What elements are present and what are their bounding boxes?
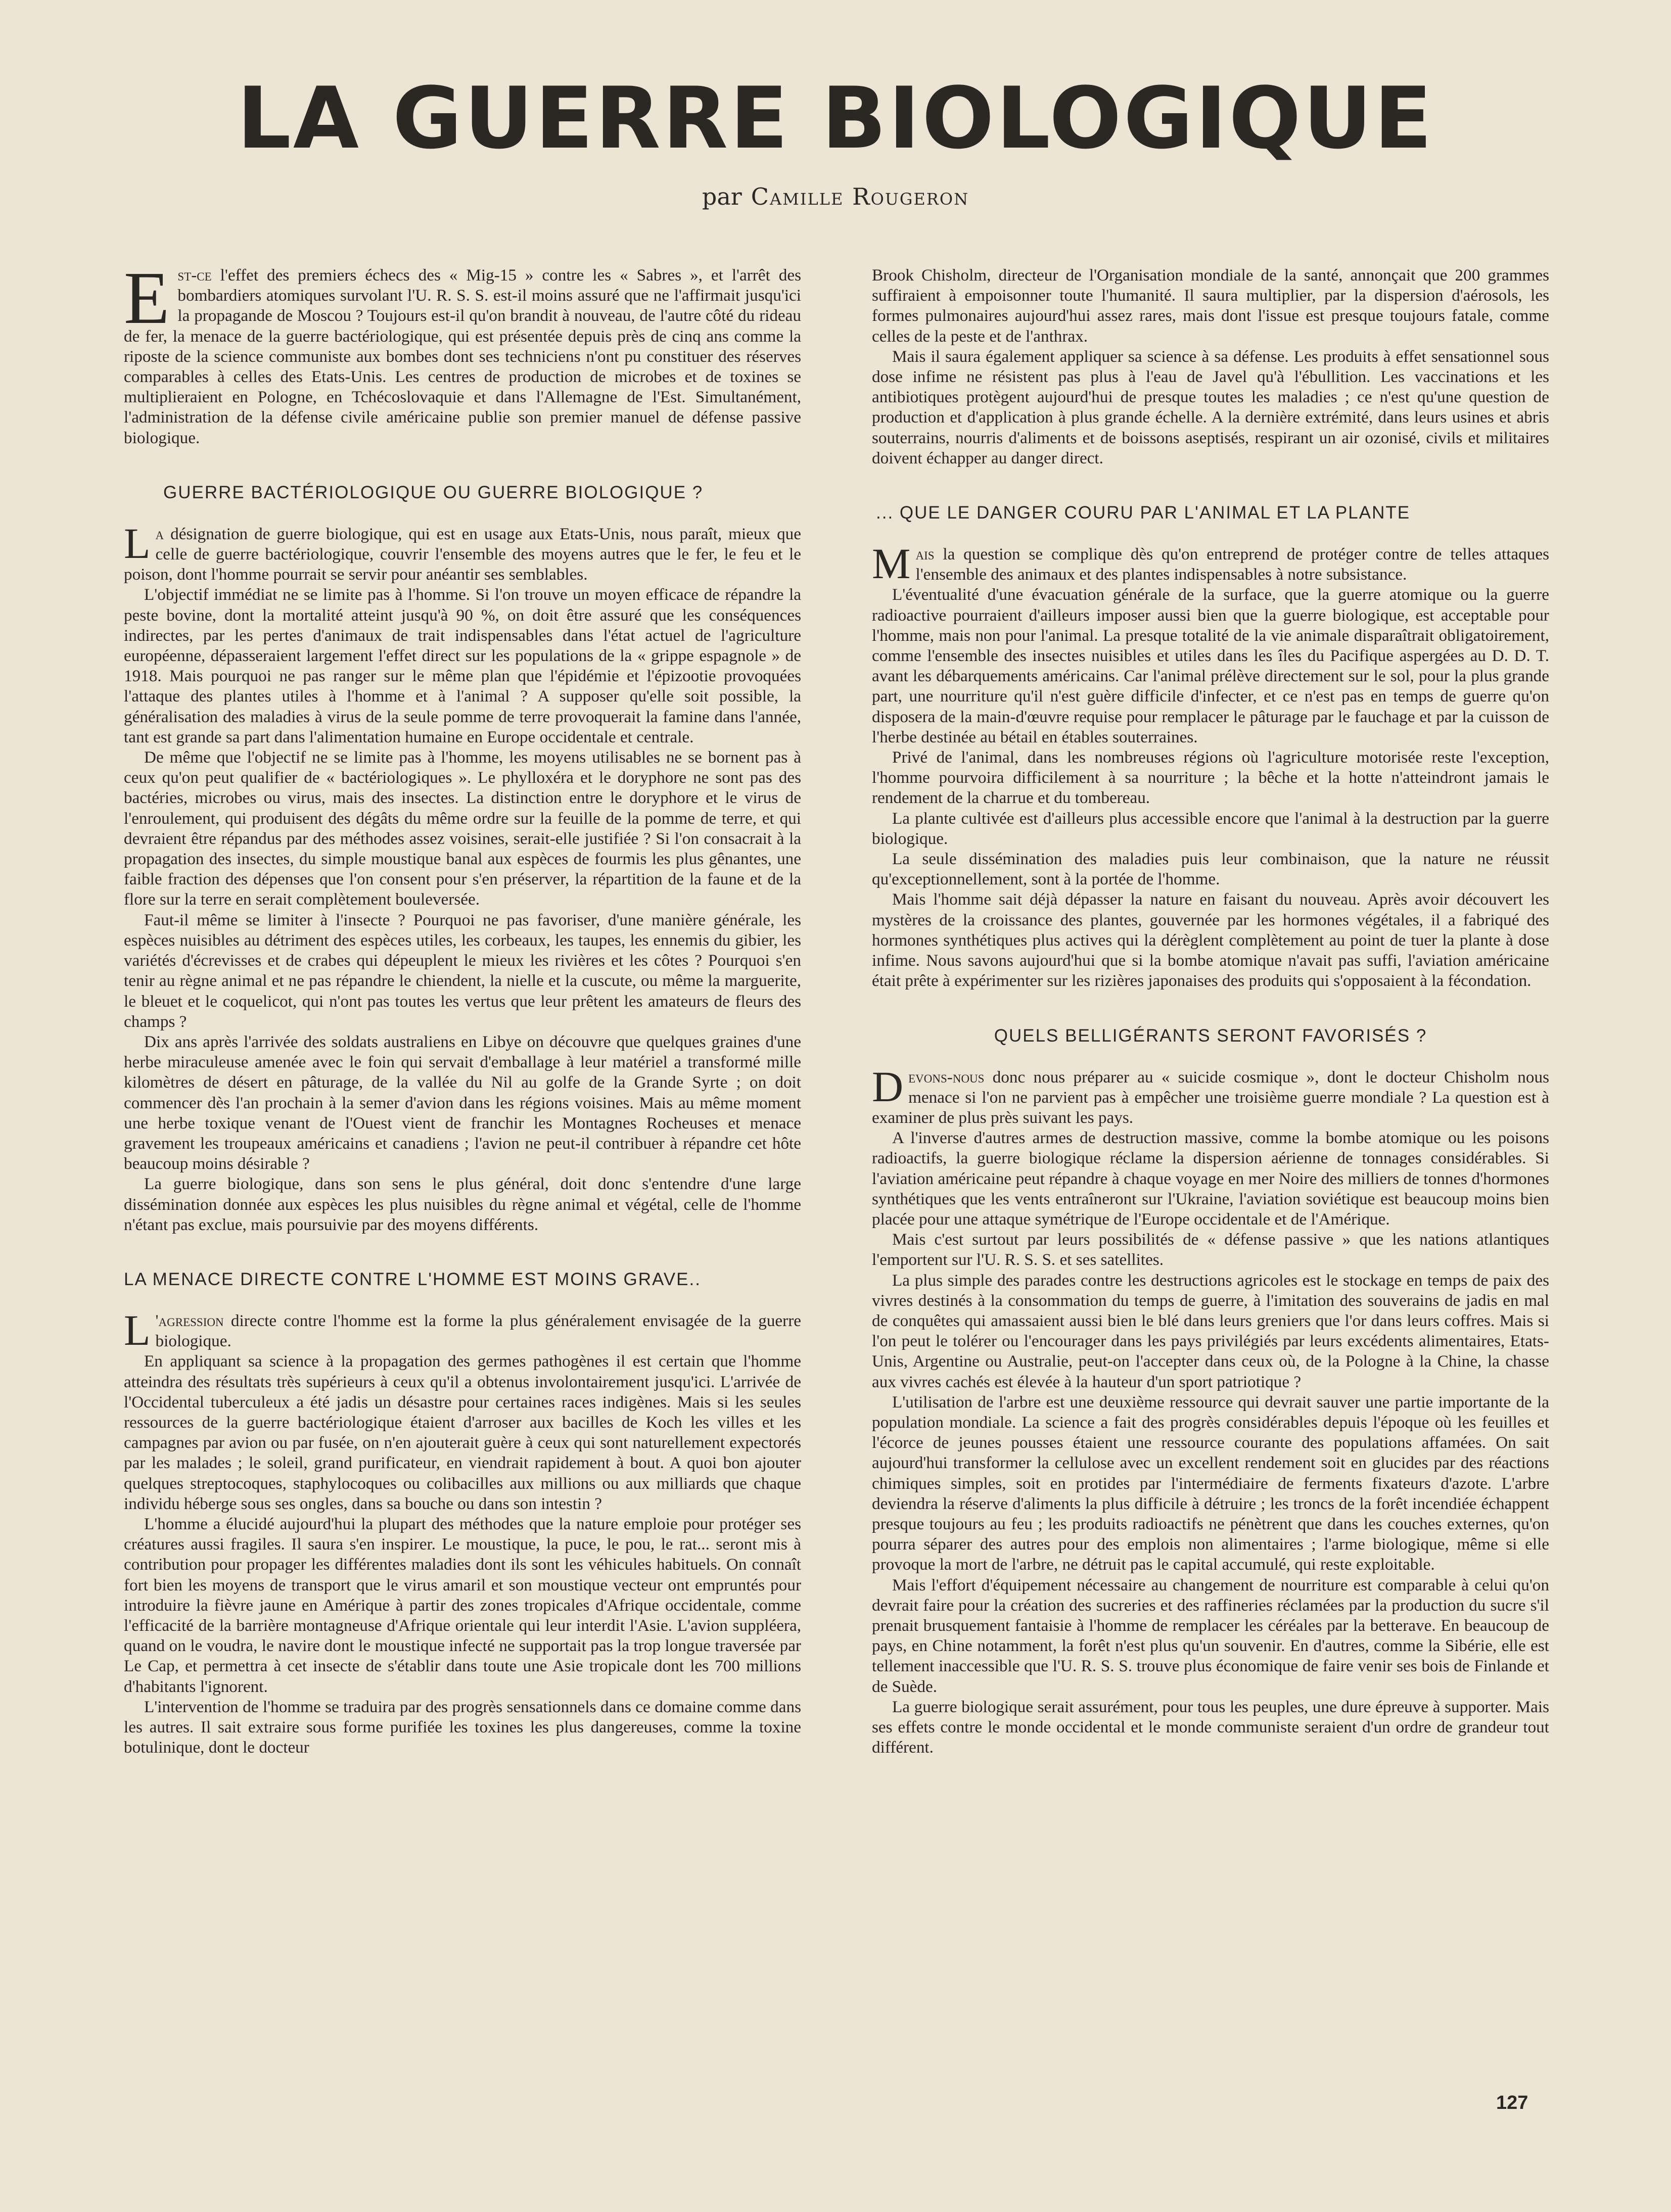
section-heading-4: QUELS BELLIGÉRANTS SERONT FAVORISÉS ? (994, 1025, 1427, 1046)
section1-dropcap: L (124, 519, 151, 568)
section4-paragraph-0: Devons-nous donc nous préparer au « suicide cosmique », dont le docteur Chisholm nous menace si l'on ne parvient pas à empêcher une troisième guerre mondiale ? La question est à examiner de plus près suivant les pays. (872, 1062, 1549, 1127)
section4-paragraph-4: L'utilisation de l'arbre est une deuxième ressource qui devrait sauver une partie importante de la population mondiale. La science a fait des progrès considérables depuis l'époque où les feuilles et l'écorce de jeunes pousses étaient une ressource courante des populations affamées. On sait aujourd'hui transformer la cellulose avec un excellent rendement soit en glucides par des réactions chimiques simples, soit en protides par l'intermédiaire de ferments fixateurs d'azote. L'arbre deviendra la réserve d'aliments la plus difficile à détruire ; les troncs de la forêt incendiée échappent presque toujours au feu ; les produits radioactifs ne pénètrent que dans les couches externes, qu'on pourra séparer des autres pour des emplois non alimentaires ; l'arme biologique, même si elle provoque la mort de l'arbre, ne détruit pas le capital accumulé, qui reste exploitable. (872, 1392, 1549, 1574)
intro-dropcap: E (124, 257, 170, 340)
section1-paragraph-3: Faut-il même se limiter à l'insecte ? Pourquoi ne pas favoriser, d'une manière générale, les espèces nuisibles au détriment des espèces utiles, les corbeaux, les taupes, les ennemis du gibier, les variétés d'écrevisses et de crabes qui dépeuplent le mieux les rivières et les côtes ? Pourquoi s'en tenir au règne animal et ne pas répandre le chiendent, la nielle et la cuscute, ou même la marguerite, le bleuet et le coquelicot, qui n'ont pas toutes les vertus que leur prêtent les amateurs de fleurs des champs ? (124, 910, 801, 1031)
section3-paragraph-2: Privé de l'animal, dans les nombreuses régions où l'agriculture motorisée reste l'exception, l'homme pourvoira difficilement à sa nourriture ; la bêche et la hotte n'atteindront jamais le rendement de la charrue et du tombereau. (872, 748, 1549, 808)
section1-paragraph-1: L'objectif immédiat ne se limite pas à l'homme. Si l'on trouve un moyen efficace de répandre la peste bovine, dont la mortalité atteint jusqu'à 90 %, on doit être assuré que les conséquences indirectes, par les pertes d'animaux de trait indispensables dans l'état actuel de l'agriculture européenne, dépasseraient largement l'effet direct sur les populations de la « grippe espagnole » de 1918. Mais pourquoi ne pas ranger sur le même plan que l'épidémie et l'épizootie provoquées l'attaque des plantes utiles à l'homme et à l'animal ? A supposer qu'elle soit possible, la généralisation des maladies à virus de la seule pomme de terre provoquerait la famine dans l'année, tant est grande sa part dans l'alimentation humaine en Europe occidentale et centrale. (124, 585, 801, 746)
section4-paragraph-2: Mais c'est surtout par leurs possibilités de « défense passive » que les nations atlantiques l'emportent sur l'U. R. S. S. et ses satellites. (872, 1230, 1549, 1269)
byline-prefix: par (702, 183, 742, 210)
intro-lead: st-ce (177, 266, 212, 285)
section1-paragraph-2: De même que l'objectif ne se limite pas à l'homme, les moyens utilisables ne se bornent pas à ceux qu'on peut qualifier de « bactériologiques ». Le phylloxéra et le doryphore ne sont pas des bactéries, microbes ou virus, mais des insectes. La distinction entre le doryphore et le virus de l'enroulement, qui produisent des dégâts du même ordre sur la feuille de la pomme de terre, et qui devraient être répandus par des méthodes assez voisines, serait-elle justifiée ? Si l'on consacrait à la propagation des insectes, du simple moustique banal aux espèces de fourmis les plus gênantes, une faible fraction des dépenses que l'on consent pour s'en préserver, la répartition de la faune et de la flore sur la terre en serait complètement bouleversée. (124, 748, 801, 909)
section-heading-1: GUERRE BACTÉRIOLOGIQUE OU GUERRE BIOLOGIQUE ? (163, 482, 704, 502)
section3-paragraph-3: La plante cultivée est d'ailleurs plus accessible encore que l'animal à la destruction par la guerre biologique. (872, 809, 1549, 848)
section4-paragraph-1: A l'inverse d'autres armes de destruction massive, comme la bombe atomique ou les poisons radioactifs, la guerre biologique réclame la dispersion aérienne de tonnages considérables. Si l'aviation américaine peut répandre à chaque voyage en mer Noire des milliers de tonnes d'hormones synthétiques que les vents entraîneront sur l'Ukraine, l'aviation soviétique est beaucoup moins bien placée pour une attaque symétrique de l'Europe occidentale et de l'Amérique. (872, 1128, 1549, 1229)
continued-paragraph-1: Mais il saura également appliquer sa science à sa défense. Les produits à effet sensationnel sous dose infime ne résistent pas plus à l'eau de Javel qu'à l'ébullition. Les vaccinations et les antibiotiques protègent aujourd'hui de presque toutes les maladies ; ce n'est qu'une question de production et d'application à plus grande échelle. A la dernière extrémité, dans leurs usines et abris souterrains, nourris d'aliments et de boissons aseptisés, respirant un air ozonisé, civils et militaires doivent échapper au danger direct. (872, 347, 1549, 467)
continued-paragraph-0: Brook Chisholm, directeur de l'Organisation mondiale de la santé, annonçait que 200 grammes suffiraient à empoisonner toute l'humanité. Il saura multiplier, par la dispersion d'aérosols, les formes pulmonaires aujourd'hui assez rares, mais dont l'issue est presque toujours fatale, comme celles de la peste et de l'anthrax. (872, 266, 1549, 346)
section3-paragraph-4: La seule dissémination des maladies puis leur combinaison, que la nature ne réussit qu'exceptionnellement, sont à la portée de l'homme. (872, 850, 1549, 889)
section3-paragraph-1: L'éventualité d'une évacuation générale de la surface, que la guerre atomique ou la guerre radioactive pourraient d'ailleurs imposer aussi bien que la guerre biologique, est acceptable pour l'homme, mais non pour l'animal. La presque totalité de la vie animale disparaîtrait obligatoirement, comme l'ensemble des insectes nuisibles et utiles dans les îles du Pacifique aspergées au D. D. T. avant les débarquements américains. Car l'animal prélève directement sur le sol, pour la plus grande part, une nourriture qu'il n'est guère difficile d'infecter, et ce n'est pas en temps de guerre qu'on disposera de la main-d'œuvre requise pour remplacer le pâturage par le fauchage et par la cuisson de l'herbe destinée au bétail en étables souterraines. (872, 585, 1549, 746)
section2-dropcap: L (124, 1305, 151, 1354)
section2-paragraph-1: En appliquant sa science à la propagation des germes pathogènes il est certain que l'homme atteindra des résultats très supérieurs à ceux qu'il a obtenus involontairement jusqu'ici. L'arrivée de l'Occidental tuberculeux a été jadis un désastre pour certaines races indigènes. Mais si les seules ressources de la guerre bactériologique étaient d'arroser aux bacilles de Koch les villes et les campagnes par avion ou par fusée, on n'en ajouterait guère à ceux qui sont naturellement expectorés par les malades ; le soleil, grand purificateur, en viendrait rapidement à bout. A quoi bon ajouter quelques streptocoques, staphylocoques ou colibacilles aux millions ou aux milliards que chaque individu héberge sous ses ongles, dans sa bouche ou dans son intestin ? (124, 1352, 801, 1513)
section-heading-3: ... QUE LE DANGER COURU PAR L'ANIMAL ET LA PLANTE (876, 503, 1411, 523)
left-column (124, 257, 801, 1758)
page-number: 127 (1496, 2092, 1528, 2113)
section1-paragraph-5: La guerre biologique, dans son sens le plus général, doit donc s'entendre d'une large dissémination donnée aux espèces les plus nuisibles du règne animal et végétal, celle de l'homme n'étant pas exclue, mais poursuivie par des moyens différents. (124, 1174, 801, 1234)
section1-paragraph-0: La désignation de guerre biologique, qui est en usage aux Etats-Unis, nous paraît, mieux que celle de guerre bactériologique, couvrir l'ensemble des moyens autres que le fer, le feu et le poison, dont l'homme pourrait se servir pour anéantir ses semblables. (124, 519, 801, 584)
section2-paragraph-3: L'intervention de l'homme se traduira par des progrès sensationnels dans ce domaine comme dans les autres. Il sait extraire sous forme purifiée les toxines les plus dangereuses, comme la toxine botulinique, dont le docteur (124, 1697, 801, 1757)
section4-dropcap: D (872, 1062, 904, 1111)
section4-paragraph-3: La plus simple des parades contre les destructions agricoles est le stockage en temps de paix des vivres destinés à la consommation du temps de guerre, à l'imitation des souverains de jadis en mal de conquêtes qui amassaient aussi bien le blé dans leurs greniers que l'or dans leurs coffres. Mais si l'on peut le tolérer ou l'encourager dans les pays privilégiés par leurs excédents alimentaires, Etats-Unis, Argentine ou Australie, peut-on l'accepter dans ceux où, de la Pologne à la Chine, la chasse aux vivres cachés est élevée à la hauteur d'un sport patriotique ? (872, 1270, 1549, 1391)
section3-paragraph-5: Mais l'homme sait déjà dépasser la nature en faisant du nouveau. Après avoir découvert les mystères de la croissance des plantes, gouvernée par les hormones végétales, il a fabriqué des hormones synthétiques plus actives qui la dérèglent complètement au point de tuer la plante à dose infime. Nous savons aujourd'hui que si la bombe atomique n'avait pas suffi, l'aviation américaine était prête à expérimenter sur les rizières japonaises des produits qui s'opposaient à la fécondation. (872, 890, 1549, 991)
section3-dropcap: M (872, 539, 911, 588)
section2-paragraph-2: L'homme a élucidé aujourd'hui la plupart des méthodes que la nature emploie pour protéger ses créatures aussi fragiles. Il saura s'en inspirer. Le moustique, la puce, le pou, le rat... seront mis à contribution pour propager les différentes maladies dont ils sont les véhicules habituels. On connaît fort bien les moyens de transport que le virus amaril et son moustique vecteur ont empruntés pour introduire la fièvre jaune en Amérique à partir des zones tropicales d'Afrique occidentale, comme l'efficacité de la barrière montagneuse d'Afrique orientale qui leur interdit l'Asie. L'avion suppléera, quand on le voudra, le navire dont le moustique infecté ne supportait pas la trop longue traversée par Le Cap, et permettra à cet insecte de s'établir dans toute une Asie tropicale dont les 700 millions d'habitants l'ignorent. (124, 1514, 801, 1696)
author-name: Camille Rougeron (751, 183, 969, 210)
section2-paragraph-0: L 'agression directe contre l'homme est la forme la plus généralement envisagée de la guerre biologique. (124, 1305, 801, 1354)
section1-paragraph-4: Dix ans après l'arrivée des soldats australiens en Libye on découvre que quelques graines d'une herbe miraculeuse amenée avec le foin qui servait d'emballage à leur matériel a transformé mille kilomètres de désert en pâturage, de la vallée du Nil au golfe de la Grande Syrte ; on doit commencer dès l'an prochain à la semer d'avion dans les régions voisines. Mais au même moment une herbe toxique venant de l'Ouest vient de franchir les Montagnes Rocheuses et menace gravement les troupeaux américains et canadiens ; l'avion ne peut-il contribuer à répandre cet hôte beaucoup moins désirable ? (124, 1032, 801, 1173)
section4-paragraph-6: La guerre biologique serait assurément, pour tous les peuples, une dure épreuve à supporter. Mais ses effets contre le monde occidental et le monde communiste seraient d'un ordre de grandeur tout différent. (872, 1697, 1549, 1757)
section-heading-2: LA MENACE DIRECTE CONTRE L'HOMME EST MOINS GRAVE.. (124, 1269, 701, 1289)
intro-paragraph-0: Est-ce l'effet des premiers échecs des « Mig-15 » contre les « Sabres », et l'arrêt des bombardiers atomiques survolant l'U. R. S. S. est-il moins assuré que ne l'affirmait jusqu'ici la propagande de Moscou ? Toujours est-il qu'on brandit à nouveau, de l'autre côté du rideau de fer, la menace de la guerre bactériologique, qui est présentée depuis près de cinq ans comme la riposte de la science communiste aux bombes dont ses techniciens n'ont pu constituer des réserves comparables à celles des Etats-Unis. Les centres de production de microbes et de toxines se multiplieraient en Pologne, en Tchécoslovaquie et dans l'Allemagne de l'Est. Simultanément, l'administration de la défense civile américaine publie son premier manuel de défense passive biologique. (124, 257, 801, 447)
section4-paragraph-5: Mais l'effort d'équipement nécessaire au changement de nourriture est comparable à celui qu'on devrait faire pour la création des sucreries et des raffineries réclamées par la production du sucre s'il prenait brusquement fantaisie à l'homme de remplacer les céréales par la betterave. En beaucoup de pays, en Chine notamment, la forêt n'est plus qu'un souvenir. En d'autres, comme la Sibérie, elle est tellement inaccessible que l'U. R. S. S. trouve plus économique de faire venir ses bois de Finlande et de Suède. (872, 1575, 1549, 1696)
right-column (872, 265, 1549, 1758)
byline (0, 183, 1671, 210)
section3-paragraph-0: Mais la question se complique dès qu'on entreprend de protéger contre de telles attaques l'ensemble des animaux et des plantes indispensables à notre subsistance. (872, 539, 1549, 588)
article-title: LA GUERRE BIOLOGIQUE (237, 69, 1434, 168)
